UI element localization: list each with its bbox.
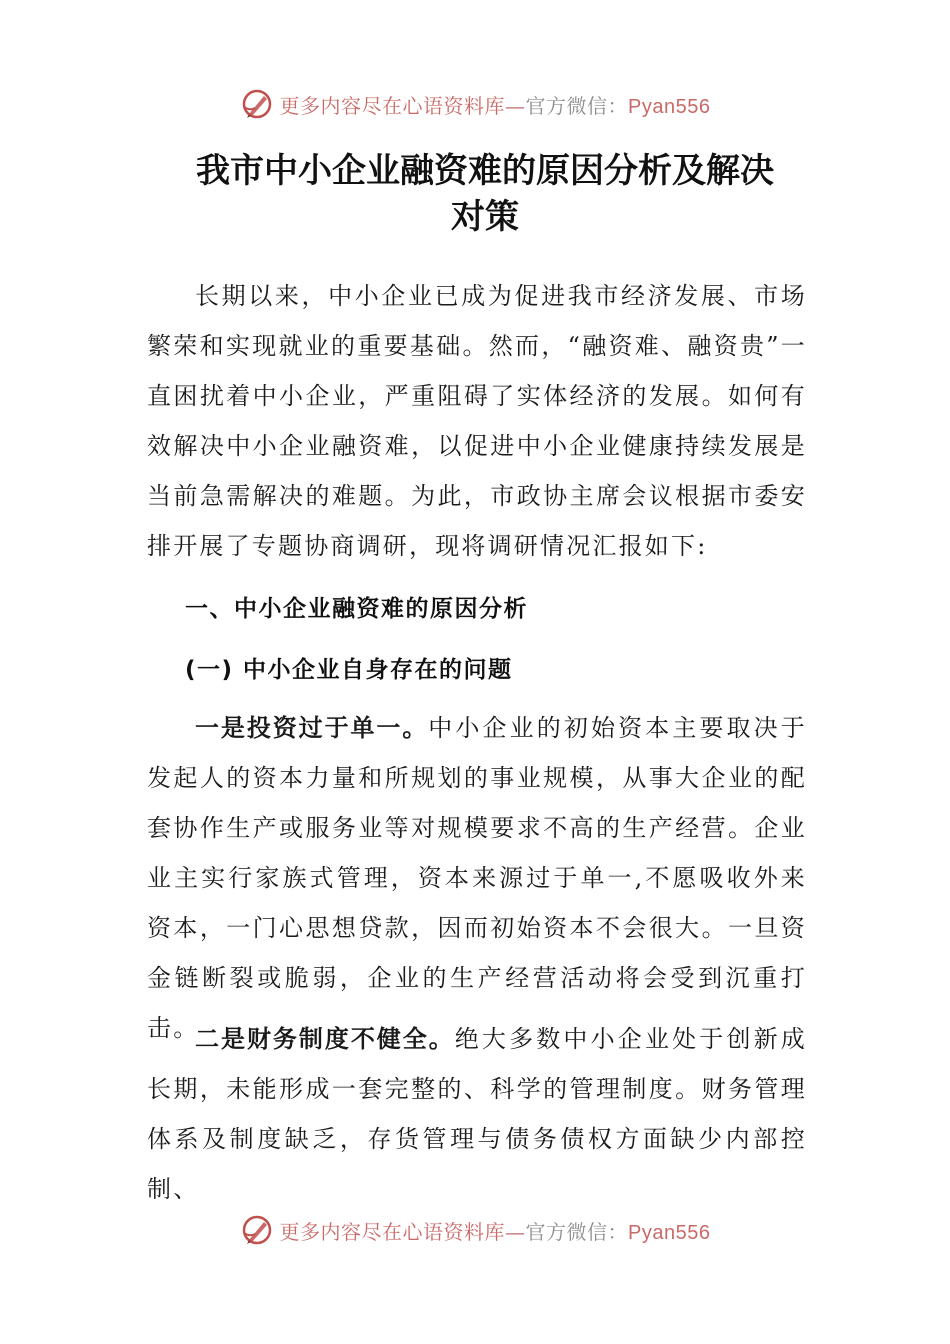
intro-paragraph: 长期以来，中小企业已成为促进我市经济发展、市场繁荣和实现就业的重要基础。然而，“融资难、融资贵”一直困扰着中小企业，严重阻碍了实体经济的发展。如何有效解决中小企业融资难，以促进中小企业健康持续发展是当前急需解决的难题。为此，市政协主席会议根据市委安排开展了专题协商调研，现将调研情况汇报如下: xyxy=(147,282,807,560)
point-1-lead: 一是投资过于单一。 xyxy=(195,714,429,742)
watermark-header xyxy=(0,84,950,124)
section-1-heading: 一、中小企业融资难的原因分析 xyxy=(185,596,528,622)
point-1-paragraph xyxy=(147,703,807,1053)
watermark-wechat: Pyan556 xyxy=(628,95,711,118)
point-1-block xyxy=(147,703,807,1053)
document-title xyxy=(145,148,825,240)
point-2-lead: 二是财务制度不健全。 xyxy=(195,1025,455,1053)
watermark-text xyxy=(280,1216,711,1245)
watermark-site: 更多内容尽在心语资料库 xyxy=(279,1219,506,1244)
watermark-dash: — xyxy=(505,1219,526,1244)
watermark-dash: — xyxy=(505,93,526,118)
watermark-official: 官方微信： xyxy=(525,93,629,118)
subsection-1-heading: (一) 中小企业自身存在的问题 xyxy=(185,657,513,683)
point-1-text: 中小企业的初始资本主要取决于发起人的资本力量和所规划的事业规模，从事大企业的配套协作生产或服务业等对规模要求不高的生产经营。企业业主实行家族式管理，资本来源过于单一,不愿吸收外来资本，一门心思想贷款，因而初始资本不会很大。一旦资金链断裂或脆弱，企业的生产经营活动将会受到沉重打击。 xyxy=(147,714,807,1042)
watermark-site: 更多内容尽在心语资料库 xyxy=(279,93,506,118)
title-line-2: 对策 xyxy=(451,197,519,237)
pen-logo-icon xyxy=(240,87,274,121)
point-2-block xyxy=(147,1014,807,1214)
watermark-wechat: Pyan556 xyxy=(628,1221,711,1244)
watermark-text xyxy=(280,90,711,119)
intro-block xyxy=(147,271,807,571)
point-2-text: 绝大多数中小企业处于创新成长期，未能形成一套完整的、科学的管理制度。财务管理体系及制度缺乏，存货管理与债务债权方面缺少内部控制、 xyxy=(147,1025,808,1203)
watermark-official: 官方微信： xyxy=(525,1219,629,1244)
point-2-paragraph xyxy=(147,1014,807,1214)
pen-logo-icon xyxy=(240,1213,274,1247)
title-line-1: 我市中小企业融资难的原因分析及解决 xyxy=(196,151,774,191)
watermark-footer xyxy=(0,1210,950,1250)
